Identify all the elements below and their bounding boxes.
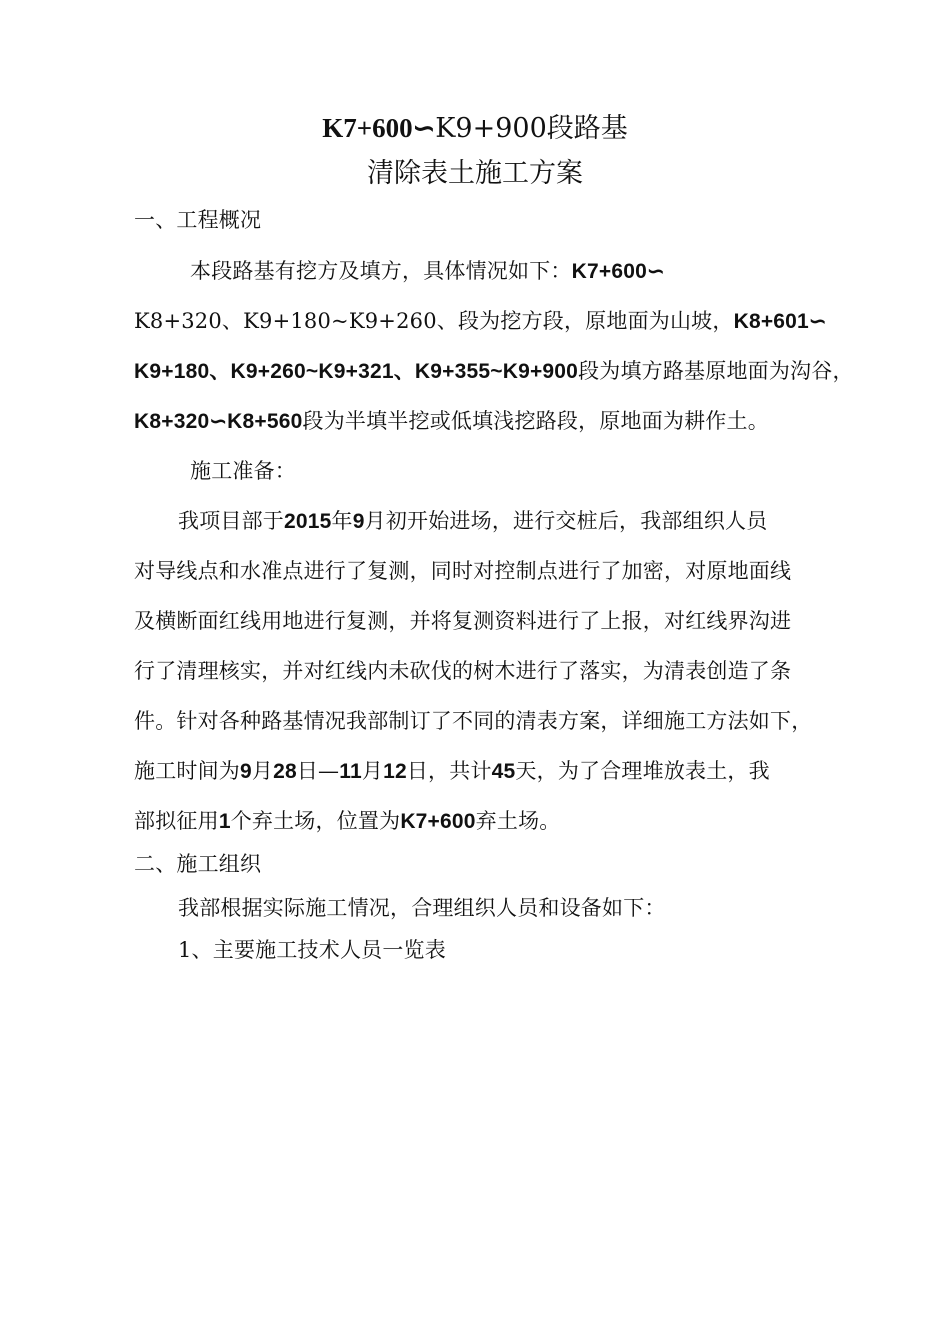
day-count: 45	[491, 760, 516, 783]
org-intro: 我部根据实际施工情况，合理组织人员和设备如下：	[178, 896, 666, 920]
prep-line-1	[178, 507, 767, 536]
prep-text: 年	[331, 509, 353, 533]
overview-line-4	[134, 407, 769, 436]
overview-line-1	[190, 257, 665, 286]
prep-line-2: 对导线点和水准点进行了复测，同时对控制点进行了加密，对原地面线	[134, 559, 792, 583]
prep-label: 施工准备：	[190, 459, 296, 483]
count: 1	[218, 810, 231, 833]
prep-text: 施工时间为	[134, 759, 240, 783]
chainage: K8+320∽K8+560	[134, 410, 303, 433]
overview-text: 段为填方路基原地面为沟谷，	[578, 359, 854, 383]
prep-text: 弃土场。	[475, 809, 561, 833]
chainage: K9+180、K9+260~K9+321、K9+355~K9+900	[134, 360, 579, 383]
month: 9	[352, 510, 365, 533]
prep-line-7	[134, 807, 560, 836]
month: 11	[339, 760, 362, 783]
prep-text: 天，为了合理堆放表土，我	[515, 759, 770, 783]
chainage: K7+600∽	[571, 260, 665, 283]
list-item-1: 1、主要施工技术人员一览表	[178, 938, 446, 962]
prep-text: 我项目部于	[178, 509, 284, 533]
prep-text: 日—	[296, 759, 340, 783]
overview-text: 本段路基有挖方及填方，具体情况如下：	[190, 259, 572, 283]
prep-text: 月初开始进场，进行交桩后，我部组织人员	[364, 509, 768, 533]
title-bold-part: K7+600∽	[322, 113, 436, 143]
overview-text: 段为半填半挖或低填浅挖路段，原地面为耕作土。	[302, 409, 769, 433]
overview-text: K8+320、K9+180~K9+260、段为挖方段，原地面为山坡，	[134, 309, 734, 333]
month: 9	[240, 760, 252, 783]
overview-line-2	[134, 307, 827, 336]
prep-text: 个弃土场，位置为	[230, 809, 401, 833]
section-heading-organization: 二、施工组织	[134, 852, 262, 876]
day: 28	[273, 760, 297, 783]
doc-title-line-1	[0, 111, 950, 146]
day: 12	[383, 760, 407, 783]
doc-title-line-2: 清除表土施工方案	[367, 158, 583, 189]
prep-text: 月	[251, 759, 274, 783]
title-rest-part: K9+900段路基	[435, 113, 628, 144]
prep-line-6	[134, 757, 770, 786]
prep-line-4: 行了清理核实，并对红线内未砍伐的树木进行了落实，为清表创造了条	[134, 659, 792, 683]
year: 2015	[284, 510, 332, 533]
chainage: K8+601∽	[733, 310, 827, 333]
prep-text: 日，共计	[406, 759, 492, 783]
prep-line-3: 及横断面红线用地进行复测，并将复测资料进行了上报，对红线界沟进	[134, 609, 792, 633]
chainage: K7+600	[400, 810, 476, 833]
prep-text: 月	[361, 759, 384, 783]
prep-line-5: 件。针对各种路基情况我部制订了不同的清表方案，详细施工方法如下，	[134, 709, 813, 733]
overview-line-3	[134, 357, 854, 386]
section-heading-overview: 一、工程概况	[134, 208, 262, 232]
prep-text: 部拟征用	[134, 809, 219, 833]
